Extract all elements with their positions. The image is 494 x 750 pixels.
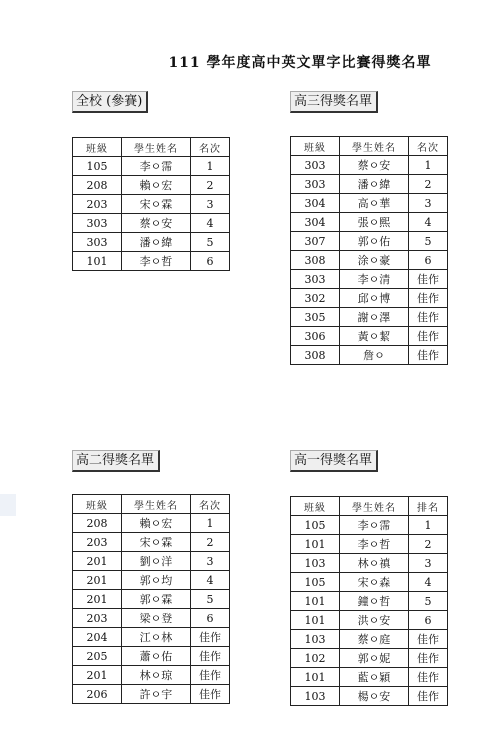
- student-name-cell: 李ㅇ霈: [122, 157, 191, 176]
- table-row: [291, 289, 448, 308]
- class-cell: 203: [73, 195, 122, 214]
- table-header-row: [291, 497, 448, 516]
- grade12-label: 高三得獎名單: [290, 91, 378, 113]
- table-header-row: [73, 495, 230, 514]
- class-cell: 205: [73, 647, 122, 666]
- student-name-cell: 宋ㅇ霖: [122, 195, 191, 214]
- student-name-cell: 郭ㅇ霖: [122, 590, 191, 609]
- table-row: [73, 176, 230, 195]
- class-cell: 208: [73, 514, 122, 533]
- table-row: [73, 571, 230, 590]
- table-row: [291, 270, 448, 289]
- rank-cell: 佳作: [409, 289, 448, 308]
- class-cell: 307: [291, 232, 340, 251]
- rank-cell: 6: [191, 609, 230, 628]
- table-row: [291, 630, 448, 649]
- school-table: [72, 137, 230, 271]
- grade10-label: 高一得獎名單: [290, 450, 378, 472]
- column-header: 名次: [191, 138, 230, 157]
- student-name-cell: 宋ㅇ霖: [122, 533, 191, 552]
- class-cell: 101: [291, 592, 340, 611]
- table-row: [291, 649, 448, 668]
- student-name-cell: 張ㅇ熙: [340, 213, 409, 232]
- column-header: 名次: [409, 137, 448, 156]
- class-cell: 201: [73, 590, 122, 609]
- rank-cell: 3: [191, 195, 230, 214]
- table-row: [291, 346, 448, 365]
- table-row: [73, 685, 230, 704]
- rank-cell: 5: [191, 233, 230, 252]
- rank-cell: 2: [191, 533, 230, 552]
- rank-cell: 2: [191, 176, 230, 195]
- rank-cell: 1: [409, 156, 448, 175]
- class-cell: 303: [73, 233, 122, 252]
- class-cell: 201: [73, 552, 122, 571]
- class-cell: 102: [291, 649, 340, 668]
- class-cell: 308: [291, 251, 340, 270]
- table-row: [73, 666, 230, 685]
- student-name-cell: 蔡ㅇ庭: [340, 630, 409, 649]
- class-cell: 304: [291, 194, 340, 213]
- table-row: [73, 233, 230, 252]
- student-name-cell: 邱ㅇ博: [340, 289, 409, 308]
- student-name-cell: 李ㅇ哲: [340, 535, 409, 554]
- student-name-cell: 謝ㅇ澤: [340, 308, 409, 327]
- class-cell: 303: [73, 214, 122, 233]
- student-name-cell: 洪ㅇ安: [340, 611, 409, 630]
- student-name-cell: 李ㅇ霈: [340, 516, 409, 535]
- student-name-cell: 李ㅇ哲: [122, 252, 191, 271]
- table-row: [73, 590, 230, 609]
- table-row: [73, 552, 230, 571]
- rank-cell: 佳作: [409, 308, 448, 327]
- grade11-table: [72, 494, 230, 704]
- class-cell: 201: [73, 666, 122, 685]
- student-name-cell: 鐘ㅇ哲: [340, 592, 409, 611]
- rank-cell: 1: [409, 516, 448, 535]
- table-row: [73, 252, 230, 271]
- rank-cell: 佳作: [409, 346, 448, 365]
- rank-cell: 6: [409, 611, 448, 630]
- school-label: 全校 (參賽): [72, 91, 148, 113]
- table-row: [73, 609, 230, 628]
- table-row: [291, 156, 448, 175]
- rank-cell: 佳作: [409, 327, 448, 346]
- class-cell: 101: [73, 252, 122, 271]
- table-row: [73, 514, 230, 533]
- table-row: [291, 592, 448, 611]
- student-name-cell: 宋ㅇ森: [340, 573, 409, 592]
- class-cell: 203: [73, 609, 122, 628]
- table-row: [291, 516, 448, 535]
- class-cell: 101: [291, 668, 340, 687]
- column-header: 學生姓名: [340, 137, 409, 156]
- rank-cell: 4: [191, 214, 230, 233]
- student-name-cell: 蔡ㅇ安: [340, 156, 409, 175]
- column-header: 班級: [291, 137, 340, 156]
- table-header-row: [291, 137, 448, 156]
- rank-cell: 佳作: [409, 630, 448, 649]
- class-cell: 103: [291, 687, 340, 706]
- class-cell: 101: [291, 611, 340, 630]
- student-name-cell: 楊ㅇ安: [340, 687, 409, 706]
- student-name-cell: 江ㅇ林: [122, 628, 191, 647]
- class-cell: 306: [291, 327, 340, 346]
- rank-cell: 2: [409, 535, 448, 554]
- student-name-cell: 賴ㅇ宏: [122, 514, 191, 533]
- table-row: [73, 628, 230, 647]
- column-header: 班級: [73, 495, 122, 514]
- rank-cell: 佳作: [191, 647, 230, 666]
- class-cell: 308: [291, 346, 340, 365]
- student-name-cell: 郭ㅇ妮: [340, 649, 409, 668]
- grade12-table: [290, 136, 448, 365]
- column-header: 學生姓名: [340, 497, 409, 516]
- table-row: [291, 687, 448, 706]
- table-row: [73, 533, 230, 552]
- class-cell: 206: [73, 685, 122, 704]
- student-name-cell: 郭ㅇ均: [122, 571, 191, 590]
- class-cell: 203: [73, 533, 122, 552]
- rank-cell: 3: [191, 552, 230, 571]
- class-cell: 303: [291, 156, 340, 175]
- rank-cell: 3: [409, 554, 448, 573]
- rank-cell: 佳作: [409, 649, 448, 668]
- class-cell: 303: [291, 270, 340, 289]
- rank-cell: 3: [409, 194, 448, 213]
- rank-cell: 6: [409, 251, 448, 270]
- table-row: [73, 195, 230, 214]
- table-row: [291, 175, 448, 194]
- table-row: [291, 611, 448, 630]
- student-name-cell: 潘ㅇ緯: [340, 175, 409, 194]
- student-name-cell: 林ㅇ琼: [122, 666, 191, 685]
- column-header: 班級: [291, 497, 340, 516]
- class-cell: 105: [73, 157, 122, 176]
- table-row: [291, 668, 448, 687]
- class-cell: 303: [291, 175, 340, 194]
- student-name-cell: 梁ㅇ登: [122, 609, 191, 628]
- rank-cell: 5: [409, 592, 448, 611]
- rank-cell: 6: [191, 252, 230, 271]
- student-name-cell: 李ㅇ清: [340, 270, 409, 289]
- class-cell: 304: [291, 213, 340, 232]
- table-row: [73, 214, 230, 233]
- student-name-cell: 賴ㅇ宏: [122, 176, 191, 195]
- student-name-cell: 許ㅇ宇: [122, 685, 191, 704]
- class-cell: 204: [73, 628, 122, 647]
- student-name-cell: 林ㅇ禛: [340, 554, 409, 573]
- table-row: [291, 308, 448, 327]
- column-header: 班級: [73, 138, 122, 157]
- student-name-cell: 蕭ㅇ佑: [122, 647, 191, 666]
- grade11-label: 高二得獎名單: [72, 450, 160, 472]
- class-cell: 201: [73, 571, 122, 590]
- table-row: [73, 157, 230, 176]
- table-row: [291, 251, 448, 270]
- rank-cell: 佳作: [409, 687, 448, 706]
- student-name-cell: 劉ㅇ洋: [122, 552, 191, 571]
- rank-cell: 2: [409, 175, 448, 194]
- student-name-cell: 蔡ㅇ安: [122, 214, 191, 233]
- column-header: 學生姓名: [122, 138, 191, 157]
- table-row: [291, 535, 448, 554]
- table-row: [291, 327, 448, 346]
- rank-cell: 1: [191, 514, 230, 533]
- rank-cell: 佳作: [191, 685, 230, 704]
- class-cell: 305: [291, 308, 340, 327]
- grade10-table: [290, 496, 448, 706]
- rank-cell: 佳作: [191, 628, 230, 647]
- class-cell: 105: [291, 573, 340, 592]
- rank-cell: 佳作: [409, 270, 448, 289]
- table-row: [291, 213, 448, 232]
- class-cell: 105: [291, 516, 340, 535]
- side-marker: [0, 494, 16, 516]
- class-cell: 103: [291, 554, 340, 573]
- table-header-row: [73, 138, 230, 157]
- student-name-cell: 藍ㅇ穎: [340, 668, 409, 687]
- class-cell: 302: [291, 289, 340, 308]
- table-row: [73, 647, 230, 666]
- rank-cell: 5: [409, 232, 448, 251]
- student-name-cell: 郭ㅇ佑: [340, 232, 409, 251]
- student-name-cell: 黃ㅇ絜: [340, 327, 409, 346]
- page-title: 111 學年度高中英文單字比賽得獎名單: [168, 55, 432, 71]
- column-header: 排名: [409, 497, 448, 516]
- class-cell: 103: [291, 630, 340, 649]
- student-name-cell: 高ㅇ華: [340, 194, 409, 213]
- rank-cell: 1: [191, 157, 230, 176]
- student-name-cell: 詹ㅇ: [340, 346, 409, 365]
- rank-cell: 4: [409, 573, 448, 592]
- class-cell: 208: [73, 176, 122, 195]
- rank-cell: 佳作: [409, 668, 448, 687]
- column-header: 學生姓名: [122, 495, 191, 514]
- table-row: [291, 554, 448, 573]
- class-cell: 101: [291, 535, 340, 554]
- table-row: [291, 232, 448, 251]
- rank-cell: 5: [191, 590, 230, 609]
- column-header: 名次: [191, 495, 230, 514]
- rank-cell: 4: [191, 571, 230, 590]
- student-name-cell: 涂ㅇ豪: [340, 251, 409, 270]
- rank-cell: 4: [409, 213, 448, 232]
- rank-cell: 佳作: [191, 666, 230, 685]
- student-name-cell: 潘ㅇ緯: [122, 233, 191, 252]
- table-row: [291, 573, 448, 592]
- table-row: [291, 194, 448, 213]
